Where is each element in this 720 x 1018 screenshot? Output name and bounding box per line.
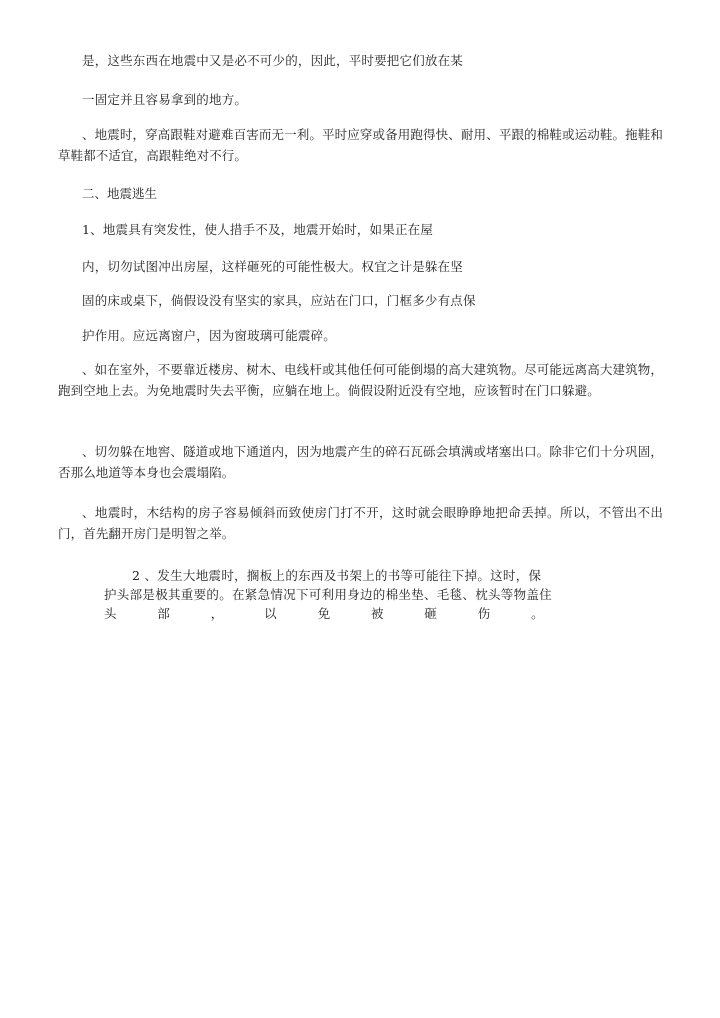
text-line: 2 、发生大地震时，搁板上的东西及书架上的书等可能往下掉。这时，保 — [132, 568, 542, 583]
text-line: 护头部是极其重要的。在紧急情况下可利用身边的棉坐垫、毛毯、枕头等物盖住 — [104, 587, 553, 602]
char: ， — [210, 606, 224, 621]
char: 。 — [531, 606, 544, 621]
section-heading: 二、地震逃生 — [82, 186, 158, 201]
char: 免 — [317, 606, 331, 621]
char: 被 — [370, 606, 384, 621]
char: 砸 — [424, 606, 438, 621]
char: 以 — [264, 606, 277, 621]
paragraph-shoes: 、地震时，穿高跟鞋对避难百害而无一利。平时应穿或备用跑得快、耐用、平跟的棉鞋或运动鞋。拖鞋和草鞋都不适宜，高跟鞋绝对不行。 — [58, 127, 663, 163]
text-line: 是，这些东西在地震中又是必不可少的，因此，平时要把它们放在某 — [82, 53, 464, 68]
spread-line — [104, 604, 586, 623]
text-line: 1、地震具有突发性，使人措手不及，地震开始时，如果正在屋 — [82, 222, 434, 237]
text-line: 内，切勿试图冲出房屋，这样砸死的可能性极大。权宜之计是躲在坚 — [82, 259, 464, 274]
paragraph-door: 、地震时，木结构的房子容易倾斜而致使房门打不开，这时就会眼睁睁地把命丢掉。所以，不管出不出门，首先翻开房门是明智之举。 — [58, 505, 663, 541]
protect-head-block — [104, 566, 586, 623]
text-line: 固的床或桌下，倘假设没有坚实的家具，应站在门口，门框多少有点保 — [82, 293, 476, 308]
char: 部 — [157, 606, 171, 621]
paragraph-cellar: 、切勿躲在地窖、隧道或地下通道内，因为地震产生的碎石瓦砾会填满或堵塞出口。除非它们十分巩固，否那么地道等本身也会震塌陷。 — [58, 444, 663, 480]
char: 伤 — [477, 606, 491, 621]
paragraph-outdoor: 、如在室外，不要靠近楼房、树木、电线杆或其他任何可能倒塌的高大建筑物。尽可能远离高大建筑物，跑到空地上去。为免地震时失去平衡，应躺在地上。倘假设附近没有空地，应该暂时在门口躲避。 — [58, 362, 663, 398]
text-line: 一固定并且容易拿到的地方。 — [82, 92, 248, 107]
char: 头 — [104, 606, 117, 621]
text-line: 护作用。应远离窗户，因为窗玻璃可能震碎。 — [82, 328, 337, 343]
